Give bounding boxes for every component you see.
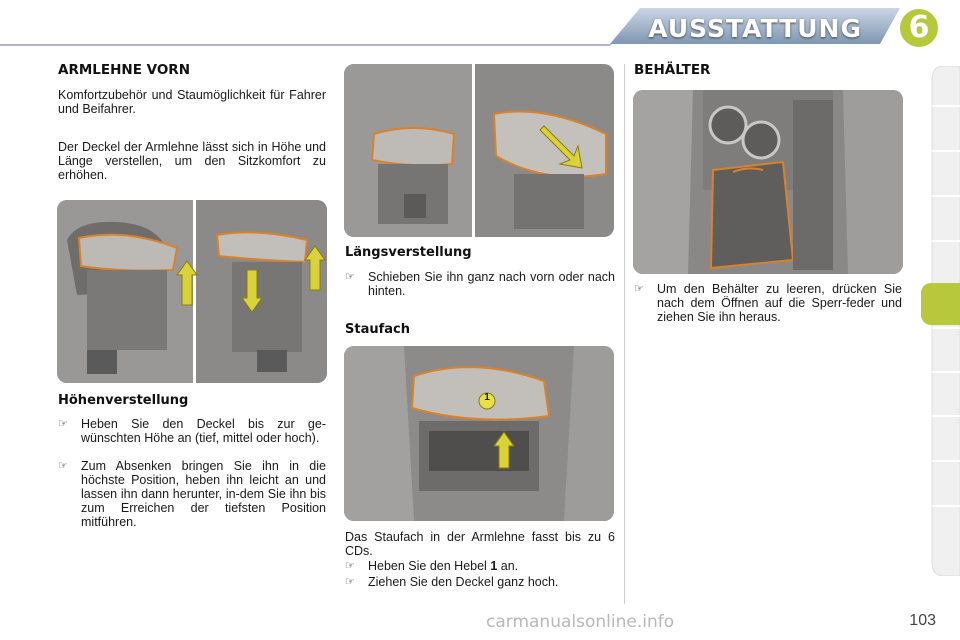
bullet-text: Um den Behälter zu leeren, drücken Sie nach dem Öffnen auf die Sperr-feder und ziehen Sie ihn heraus. <box>657 282 902 324</box>
bullet-text: Ziehen Sie den Deckel ganz hoch. <box>368 575 559 589</box>
bullet-item-lower <box>58 459 326 529</box>
bullet-item-pull-lid <box>345 575 615 589</box>
bullet-item-raise <box>58 417 326 445</box>
heading-behaelter: BEHÄLTER <box>634 62 711 78</box>
bullet-text: Heben Sie den Hebel 1 an. <box>368 559 519 573</box>
bullet-text: Schieben Sie ihn ganz nach vorn oder nach hinten. <box>368 270 615 298</box>
watermark-text: carmanualsonline.info <box>486 612 675 632</box>
photo-container <box>633 90 903 274</box>
bullet-item-slide <box>345 270 615 298</box>
bullet-text: Heben Sie den Deckel bis zur ge-wünschten Höhe an (tief, mittel oder hoch). <box>81 417 326 445</box>
heading-armlehne-vorn: ARMLEHNE VORN <box>58 62 191 78</box>
photo-armrest-length <box>344 64 614 237</box>
chapter-number-badge: 6 <box>908 10 930 45</box>
pointing-hand-icon: ☞ <box>345 576 355 588</box>
column-divider <box>624 64 625 604</box>
pointing-hand-icon: ☞ <box>58 460 68 472</box>
chapter-title: AUSSTATTUNG <box>648 14 862 43</box>
page-number: 103 <box>909 612 936 629</box>
staufach-paragraph: Das Staufach in der Armlehne fasst bis zu 6 CDs. <box>345 530 615 558</box>
description-paragraph: Der Deckel der Armlehne lässt sich in Höhe und Länge verstellen, um den Sitzkomfort zu erhöhen. <box>58 140 326 182</box>
heading-staufach: Staufach <box>345 322 410 337</box>
photo-armrest-height <box>57 200 327 383</box>
heading-hoehenverstellung: Höhenverstellung <box>58 393 189 408</box>
bullet-item-empty-container <box>634 282 902 324</box>
photo-storage-compartment <box>344 346 614 521</box>
pointing-hand-icon: ☞ <box>634 283 644 295</box>
pointing-hand-icon: ☞ <box>345 271 355 283</box>
bullet-text: Zum Absenken bringen Sie ihn in die höchste Position, heben ihn leicht an und lassen ihn dann herunter, in-dem Sie ihn bis zum Erreichen der tiefsten Position mitführen. <box>81 459 326 529</box>
intro-paragraph: Komfortzubehör und Staumöglichkeit für Fahrer und Beifahrer. <box>58 88 326 116</box>
bullet-item-lever <box>345 559 615 573</box>
lever-number: 1 <box>490 559 498 573</box>
chapter-tab-6-active[interactable] <box>921 283 960 325</box>
heading-laengsverstellung: Längsverstellung <box>345 245 472 260</box>
callout-1-label: 1 <box>484 392 490 403</box>
pointing-hand-icon: ☞ <box>58 418 68 430</box>
pointing-hand-icon: ☞ <box>345 560 355 572</box>
